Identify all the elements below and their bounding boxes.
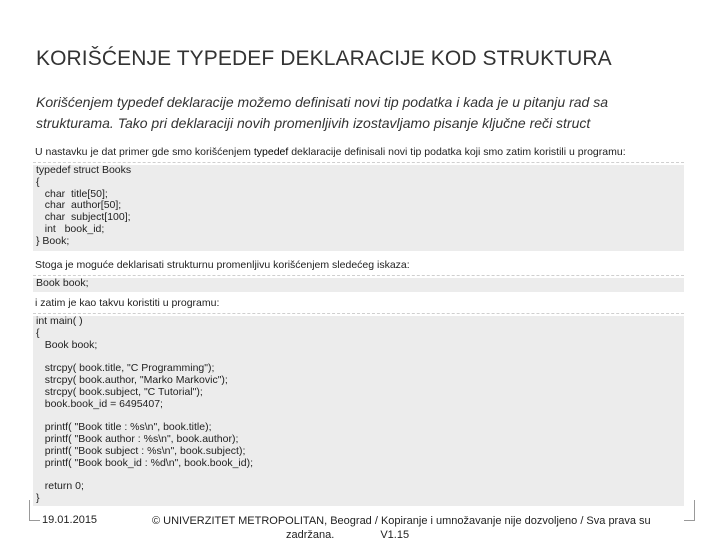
usage-intro-text: i zatim je kao takvu koristiti u programu: (35, 297, 220, 309)
intro-paragraph: Korišćenjem typedef deklaracije možemo definisati novi tip podatka i kada je u pitanju rad sa strukturama. Tako pri deklaraciji novih promenljivih izostavljamo pisanje ključne reči struct (36, 94, 608, 131)
footer-frame-left (29, 500, 40, 521)
typedef-keyword: typedef (253, 146, 289, 158)
code-block-declaration (33, 278, 684, 292)
example-intro-text (35, 146, 626, 158)
example-intro-text-end: deklaracije definisali novi tip podatka koji smo zatim koristili u programu: (288, 146, 626, 158)
divider (33, 162, 684, 163)
version-label: V1.15 (380, 529, 410, 541)
example-intro-text-start: U nastavku je dat primer gde smo korišćenjem (35, 146, 254, 158)
footer-date: 19.01.2015 (42, 514, 98, 526)
statement-intro-text: Stoga je moguće deklarisati strukturnu promenljivu korišćenjem sledećeg iskaza: (35, 259, 410, 271)
divider (33, 313, 684, 314)
code-block-typedef (33, 165, 684, 251)
copyright-line-1: © UNIVERZITET METROPOLITAN, Beograd / Kopiranje i umnožavanje nije dozvoljeno / Sva prava su (152, 515, 651, 527)
footer-copyright (152, 514, 688, 542)
code-declaration: Book book; (36, 277, 89, 289)
code-block-main (33, 316, 684, 506)
divider (33, 275, 684, 276)
code-main-function: int main( ) { Book book; strcpy( book.title, "C Programming"); strcpy( book.author, "Marko Markovic"); strcpy( book.subject, "C Tutorial"); book.book_id = 6495407; printf( "Book title : %s\n", book.title); printf( "Book author : %s\n", book.author); printf( "Book subject : %s\n", book.subject); printf( "Book book_id : %d\n", book.book_id); return 0; } (36, 315, 253, 504)
code-typedef-struct: typedef struct Books { char title[50]; char author[50]; char subject[100]; int book_id; } Book; (36, 164, 132, 247)
copyright-line-2: zadržana. (286, 529, 335, 541)
slide-title: KORIŠĆENJE TYPEDEF DEKLARACIJE KOD STRUKTURA (36, 47, 612, 71)
